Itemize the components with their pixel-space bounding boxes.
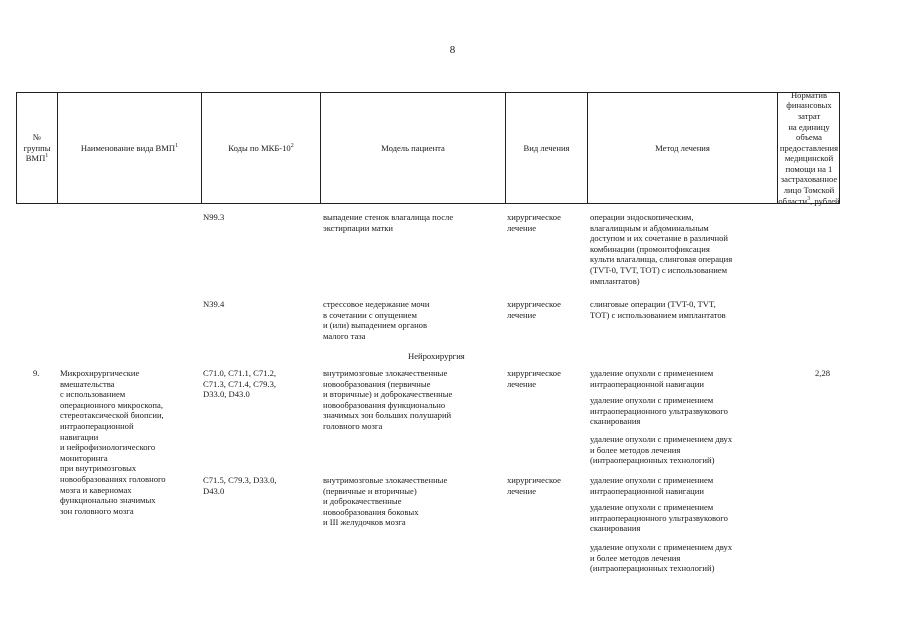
text-line: экстирпации матки: [323, 222, 393, 233]
text-line: стереотаксической биопсии,: [60, 410, 164, 421]
header-cost-line: на единицу объема: [788, 121, 830, 143]
text-line: и (или) выпадением органов: [323, 320, 428, 331]
text-line: удаление опухоли с применением: [590, 502, 714, 512]
text-line: интраоперационной навигации: [590, 378, 704, 389]
header-cost-line: области: [778, 195, 808, 206]
text-line: C71.0, C71.1, C71.2,: [203, 368, 277, 378]
text-line: сканирования: [590, 416, 641, 427]
text-line: новообразования боковых: [323, 506, 419, 517]
patient-model-cell: [323, 368, 452, 432]
header-vmp-name: [58, 92, 201, 204]
section-title: Нейрохирургия: [408, 351, 465, 361]
text-line: лечение: [507, 222, 537, 233]
text-line: удаление опухоли с применением: [590, 368, 714, 378]
text-line: имплантатов): [590, 275, 640, 286]
text-line: TOT) с использованием имплантатов: [590, 309, 726, 320]
text-line: новообразованиях головного: [60, 473, 166, 484]
text-line: C71.5, C79.3, D33.0,: [203, 475, 277, 485]
text-line: мозга и каверномах: [60, 484, 132, 495]
header-cost-line: предоставления: [779, 142, 839, 153]
text-line: интраоперационного ультразвукового: [590, 512, 728, 523]
header-treatment-type-text: Вид лечения: [523, 142, 570, 153]
text-line: новообразования (первичные: [323, 378, 431, 389]
header-vmp-name-text: Наименование вида ВМП: [80, 142, 176, 153]
patient-model-cell: [323, 212, 453, 233]
text-line: удаление опухоли с применением двух: [590, 542, 733, 552]
text-line: хирургическое: [507, 212, 561, 222]
text-line: удаление опухоли с применением двух: [590, 434, 733, 444]
header-cost-line: застрахованное: [780, 174, 838, 185]
treatment-method-cell: [590, 368, 713, 389]
text-line: и III желудочков мозга: [323, 517, 406, 528]
text-line: внутримозговые злокачественные: [323, 368, 448, 378]
treatment-type-cell: [507, 299, 561, 320]
text-line: зон головного мозга: [60, 505, 134, 516]
text-line: (TVT-0, TVT, TOT) с использованием: [590, 264, 728, 275]
text-line: влагалищным и абдоминальным: [590, 222, 709, 233]
header-patient-model: [321, 92, 505, 204]
treatment-type-cell: [507, 212, 561, 233]
text-line: (интраоперационных технологий): [590, 563, 715, 574]
text-line: вмешательства: [60, 378, 115, 389]
text-line: (интраоперационных технологий): [590, 455, 715, 466]
text-line: навигации: [60, 431, 99, 442]
text-line: хирургическое: [507, 368, 561, 378]
treatment-method-cell: [590, 542, 732, 574]
header-cost-line: финансовых затрат: [786, 100, 832, 121]
text-line: удаление опухоли с применением: [590, 395, 714, 405]
text-line: и вторичные) и доброкачественные: [323, 389, 453, 400]
header-icd-codes-sup: 2: [290, 142, 294, 149]
text-line: и нейрофизиологического: [60, 442, 156, 453]
treatment-method-cell: [590, 299, 726, 320]
header-cost-line: Норматив: [790, 89, 828, 100]
text-line: и более методов лечения: [590, 444, 681, 455]
header-cost-line: помощи на 1: [785, 163, 833, 174]
text-line: слинговые операции (TVT-0, TVT,: [590, 299, 716, 309]
text-line: интраоперационной навигации: [590, 485, 704, 496]
treatment-method-cell: [590, 395, 728, 427]
text-line: C71.3, C71.4, C79.3,: [203, 378, 277, 389]
text-line: функционально значимых: [60, 495, 156, 506]
header-cost-line: лицо Томской: [783, 185, 835, 196]
text-line: с использованием: [60, 389, 126, 400]
text-line: доступом и их сочетание в различной: [590, 233, 729, 244]
text-line: хирургическое: [507, 299, 561, 309]
text-line: D33.0, D43.0: [203, 389, 250, 400]
header-cost-norm: [778, 89, 840, 206]
text-line: интраоперационного ультразвукового: [590, 405, 728, 416]
cost-value: 2,28: [815, 368, 831, 378]
treatment-type-cell: [507, 475, 561, 496]
header-group-number: [17, 92, 57, 204]
header-patient-model-text: Модель пациента: [381, 142, 445, 153]
icd-code: N39.4: [203, 299, 225, 309]
text-line: значимых зон больших полушарий: [323, 410, 452, 421]
text-line: и доброкачественные: [323, 496, 402, 507]
header-icd-codes-text: Коды по МКБ-10: [228, 142, 291, 153]
header-cost-tail: , рублей: [810, 195, 840, 206]
text-line: операционного микроскопа,: [60, 399, 163, 410]
text-line: хирургическое: [507, 475, 561, 485]
header-cost-sup: 3: [807, 195, 811, 202]
icd-code: N99.3: [203, 212, 225, 222]
text-line: сканирования: [590, 523, 641, 534]
text-line: операции эндоскопическим,: [590, 212, 694, 222]
header-treatment-type: [506, 92, 587, 204]
treatment-method-cell: [590, 434, 732, 466]
text-line: удаление опухоли с применением: [590, 475, 714, 485]
treatment-method-cell: [590, 475, 713, 496]
header-treatment-method-text: Метод лечения: [655, 142, 710, 153]
text-line: внутримозговые злокачественные: [323, 475, 448, 485]
treatment-method-cell: [590, 212, 732, 286]
text-line: лечение: [507, 378, 537, 389]
header-icd-codes: [202, 92, 320, 204]
text-line: и более методов лечения: [590, 552, 681, 563]
page-number: 8: [449, 44, 456, 56]
text-line: в сочетании с опущением: [323, 309, 417, 320]
text-line: D43.0: [203, 485, 225, 496]
text-line: (первичные и вторичные): [323, 485, 417, 496]
text-line: малого таза: [323, 330, 366, 341]
text-line: культи влагалища, слинговая операция: [590, 254, 733, 265]
header-group-number-text: № группы ВМП: [23, 132, 51, 164]
text-line: Микрохирургические: [60, 368, 140, 378]
text-line: интраоперационной: [60, 420, 134, 431]
text-line: лечение: [507, 309, 537, 320]
text-line: комбинации (промонтофиксация: [590, 243, 710, 254]
treatment-type-cell: [507, 368, 561, 389]
treatment-method-cell: [590, 502, 728, 534]
vmp-name-cell: [60, 368, 166, 516]
group-number: 9.: [33, 368, 40, 378]
text-line: при внутримозговых: [60, 463, 137, 474]
text-line: мониторинга: [60, 452, 108, 463]
header-group-number-sup: 1: [45, 153, 49, 160]
text-line: головного мозга: [323, 420, 383, 431]
icd-code-cell: [203, 475, 277, 496]
patient-model-cell: [323, 475, 447, 528]
text-line: выпадение стенок влагалища после: [323, 212, 454, 222]
header-treatment-method: [588, 92, 777, 204]
header-cost-line: медицинской: [784, 153, 834, 164]
header-vmp-name-sup: 1: [175, 142, 179, 149]
text-line: стрессовое недержание мочи: [323, 299, 430, 309]
text-line: новообразования функционально: [323, 399, 446, 410]
patient-model-cell: [323, 299, 429, 341]
text-line: лечение: [507, 485, 537, 496]
icd-code-cell: [203, 368, 276, 400]
